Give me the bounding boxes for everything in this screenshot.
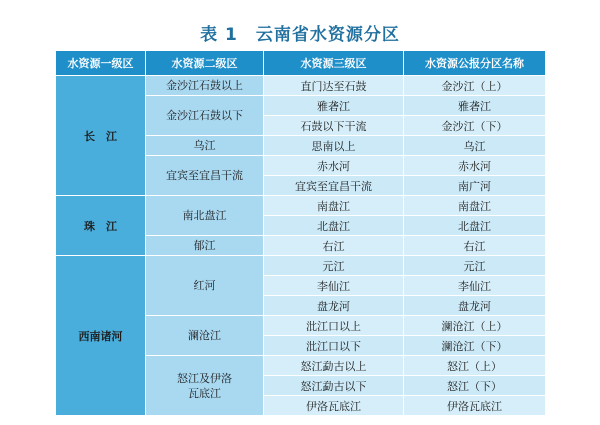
bulletin-zone-name: 盘龙河 xyxy=(404,296,546,316)
bulletin-zone-name: 乌江 xyxy=(404,136,546,156)
level3-zone: 右江 xyxy=(264,236,404,256)
bulletin-zone-name: 北盘江 xyxy=(404,216,546,236)
bulletin-zone-name: 澜沧江（下） xyxy=(404,336,546,356)
water-resource-zones-table xyxy=(55,50,546,416)
level2-zone: 南北盘江 xyxy=(146,196,264,236)
level3-zone: 元江 xyxy=(264,256,404,276)
table-row xyxy=(56,256,546,276)
level2-zone: 郁江 xyxy=(146,236,264,256)
level2-zone: 金沙江石鼓以上 xyxy=(146,76,264,96)
table-row xyxy=(56,196,546,216)
level3-zone: 盘龙河 xyxy=(264,296,404,316)
bulletin-zone-name: 伊洛瓦底江 xyxy=(404,396,546,416)
bulletin-zone-name: 右江 xyxy=(404,236,546,256)
table-row xyxy=(56,76,546,96)
bulletin-zone-name: 怒江（上） xyxy=(404,356,546,376)
level2-zone: 红河 xyxy=(146,256,264,316)
bulletin-zone-name: 南盘江 xyxy=(404,196,546,216)
header-level1: 水资源一级区 xyxy=(56,51,146,76)
table-title xyxy=(0,20,600,48)
header-bulletin-name: 水资源公报分区名称 xyxy=(404,51,546,76)
level3-zone: 南盘江 xyxy=(264,196,404,216)
level2-zone: 宜宾至宜昌干流 xyxy=(146,156,264,196)
level3-zone: 石鼓以下干流 xyxy=(264,116,404,136)
bulletin-zone-name: 金沙江（上） xyxy=(404,76,546,96)
level2-zone: 怒江及伊洛 瓦底江 xyxy=(146,356,264,416)
level2-zone: 金沙江石鼓以下 xyxy=(146,96,264,136)
level3-zone: 李仙江 xyxy=(264,276,404,296)
header-level3: 水资源三级区 xyxy=(264,51,404,76)
level1-zone: 西南诸河 xyxy=(56,256,146,416)
level3-zone: 北盘江 xyxy=(264,216,404,236)
level3-zone: 沘江口以上 xyxy=(264,316,404,336)
table-body xyxy=(56,76,546,416)
header-row xyxy=(56,51,546,76)
bulletin-zone-name: 元江 xyxy=(404,256,546,276)
level3-zone: 宜宾至宜昌干流 xyxy=(264,176,404,196)
table-caption: 云南省水资源分区 xyxy=(255,25,400,45)
bulletin-zone-name: 赤水河 xyxy=(404,156,546,176)
level3-zone: 怒江勐古以上 xyxy=(264,356,404,376)
level3-zone: 思南以上 xyxy=(264,136,404,156)
level3-zone: 伊洛瓦底江 xyxy=(264,396,404,416)
level2-zone: 澜沧江 xyxy=(146,316,264,356)
level3-zone: 沘江口以下 xyxy=(264,336,404,356)
level1-zone: 长 江 xyxy=(56,76,146,196)
bulletin-zone-name: 金沙江（下） xyxy=(404,116,546,136)
bulletin-zone-name: 李仙江 xyxy=(404,276,546,296)
bulletin-zone-name: 澜沧江（上） xyxy=(404,316,546,336)
bulletin-zone-name: 怒江（下） xyxy=(404,376,546,396)
bulletin-zone-name: 雅砻江 xyxy=(404,96,546,116)
level3-zone: 雅砻江 xyxy=(264,96,404,116)
bulletin-zone-name: 南广河 xyxy=(404,176,546,196)
header-level2: 水资源二级区 xyxy=(146,51,264,76)
level2-zone: 乌江 xyxy=(146,136,264,156)
level3-zone: 直门达至石鼓 xyxy=(264,76,404,96)
table-number: 表 1 xyxy=(200,25,238,45)
level1-zone: 珠 江 xyxy=(56,196,146,256)
level3-zone: 怒江勐古以下 xyxy=(264,376,404,396)
level3-zone: 赤水河 xyxy=(264,156,404,176)
